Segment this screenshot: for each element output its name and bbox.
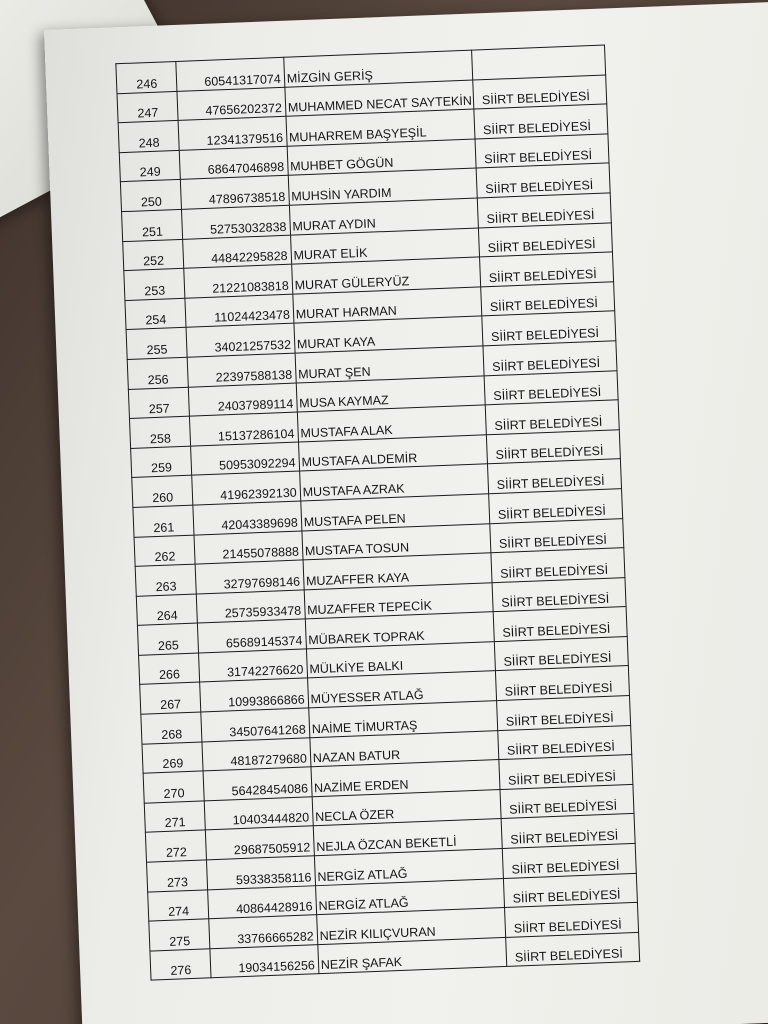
institution-cell: SİİRT BELEDİYESİ [491,548,625,583]
institution-cell: SİİRT BELEDİYESİ [486,429,620,464]
id-number-cell: 10403444820 [205,797,313,831]
id-number-cell: 34507641268 [201,708,309,742]
row-number-cell: 264 [136,594,197,626]
row-number-cell: 258 [129,416,190,448]
full-name-cell: MUHSİN YARDIM [288,168,477,205]
id-number-cell: 34021257532 [186,323,294,357]
institution-cell: SİİRT BELEDİYESİ [500,784,634,819]
full-name-cell: NERGİZ ATLAĞ [314,849,503,886]
institution-cell: SİİRT BELEDİYESİ [501,814,635,849]
id-number-cell: 33766665282 [209,915,317,949]
full-name-cell: NERGİZ ATLAĞ [315,878,504,915]
institution-cell: SİİRT BELEDİYESİ [478,222,612,257]
full-name-cell: MURAT ELİK [290,228,479,265]
institution-cell: SİİRT BELEDİYESİ [485,400,619,435]
institution-cell: SİİRT BELEDİYESİ [499,755,633,790]
institution-cell: SİİRT BELEDİYESİ [484,370,618,405]
row-number-cell: 261 [133,505,194,537]
institution-cell: SİİRT BELEDİYESİ [474,104,608,139]
id-number-cell: 68647046898 [180,146,288,180]
table-body [116,45,640,981]
row-number-cell: 262 [134,535,195,567]
id-number-cell: 12341379516 [178,116,286,150]
institution-cell: SİİRT BELEDİYESİ [489,489,623,524]
row-number-cell: 256 [127,357,188,389]
full-name-cell: MİZGİN GERİŞ [283,50,472,87]
row-number-cell: 268 [141,712,202,744]
full-name-cell: MURAT GÜLERYÜZ [291,257,480,294]
row-number-cell: 265 [137,623,198,655]
institution-cell: SİİRT BELEDİYESİ [503,873,637,908]
id-number-cell: 42043389698 [193,501,301,535]
full-name-cell: MUHBET GÖGÜN [287,139,476,176]
id-number-cell: 50953092294 [191,442,299,476]
full-name-cell: NAZİME ERDEN [311,760,500,797]
id-number-cell: 22397588138 [188,353,296,387]
id-number-cell: 47896738518 [181,176,289,210]
document-page [44,1,768,1024]
id-number-cell: 21455078888 [194,530,302,564]
row-number-cell: 254 [125,298,186,330]
row-number-cell: 259 [131,446,192,478]
full-name-cell: MURAT AYDIN [289,198,478,235]
institution-cell: SİİRT BELEDİYESİ [483,341,617,376]
id-number-cell: 32797698146 [195,560,303,594]
full-name-cell: MURAT ŞEN [295,346,484,383]
row-number-cell: 271 [144,801,205,833]
institution-cell: SİİRT BELEDİYESİ [476,163,610,198]
row-number-cell: 272 [145,830,206,862]
row-number-cell: 246 [116,61,177,93]
full-name-cell: MÜYESSER ATLAĞ [307,671,496,708]
row-number-cell: 270 [143,771,204,803]
full-name-cell: MUSTAFA ALDEMİR [298,435,487,472]
institution-cell: SİİRT BELEDİYESİ [494,636,628,671]
row-number-cell: 247 [117,91,178,123]
row-number-cell: 273 [147,860,208,892]
institution-cell: SİİRT BELEDİYESİ [490,518,624,553]
full-name-cell: MUSA KAYMAZ [296,375,485,412]
row-number-cell: 257 [128,387,189,419]
institution-cell: SİİRT BELEDİYESİ [505,903,639,938]
id-number-cell: 31742276620 [199,649,307,683]
id-number-cell: 24037989114 [189,383,297,417]
institution-cell: SİİRT BELEDİYESİ [492,577,626,612]
full-name-cell: MÜLKİYE BALKI [306,642,495,679]
full-name-cell: NAİME TİMURTAŞ [308,701,497,738]
row-number-cell: 267 [140,682,201,714]
row-number-cell: 250 [120,180,181,212]
row-number-cell: 263 [135,564,196,596]
id-number-cell: 11024423478 [185,294,293,328]
row-number-cell: 252 [123,239,184,271]
full-name-cell: NAZAN BATUR [310,730,499,767]
id-number-cell: 56428454086 [203,767,311,801]
full-name-cell: NECLA ÖZER [312,789,501,826]
institution-cell: SİİRT BELEDİYESİ [480,252,614,287]
full-name-cell: MUSTAFA TOSUN [302,523,491,560]
id-number-cell: 29687505912 [206,826,314,860]
full-name-cell: MUSTAFA ALAK [297,405,486,442]
row-number-cell: 260 [132,475,193,507]
full-name-cell: MUHARREM BAŞYEŞİL [286,109,475,146]
row-number-cell: 274 [148,889,209,921]
row-number-cell: 266 [139,653,200,685]
id-number-cell: 19034156256 [210,944,318,978]
institution-cell: SİİRT BELEDİYESİ [493,607,627,642]
row-number-cell: 275 [149,919,210,951]
full-name-cell: MUSTAFA PELEN [301,494,490,531]
id-number-cell: 60541317074 [176,57,284,91]
id-number-cell: 10993866866 [200,678,308,712]
id-number-cell: 65689145374 [198,619,306,653]
full-name-cell: NEJLA ÖZCAN BEKETLİ [313,819,502,856]
row-number-cell: 253 [124,268,185,300]
id-number-cell: 59338358116 [207,856,315,890]
id-number-cell: 40864428916 [208,885,316,919]
row-number-cell: 249 [119,150,180,182]
full-name-cell: NEZİR ŞAFAK [318,937,507,974]
personnel-table [115,44,640,981]
institution-cell: SİİRT BELEDİYESİ [482,311,616,346]
row-number-cell: 269 [142,742,203,774]
full-name-cell: MUZAFFER TEPECİK [304,582,493,619]
institution-cell: SİİRT BELEDİYESİ [498,725,632,760]
id-number-cell: 48187279680 [202,737,310,771]
institution-cell: SİİRT BELEDİYESİ [477,193,611,228]
id-number-cell: 41962392130 [192,471,300,505]
full-name-cell: MUHAMMED NECAT SAYTEKİN [285,80,474,117]
row-number-cell: 276 [150,949,211,981]
row-number-cell: 248 [118,121,179,153]
full-name-cell: NEZİR KILIÇVURAN [316,908,505,945]
institution-cell: SİİRT BELEDİYESİ [502,843,636,878]
id-number-cell: 25735933478 [197,590,305,624]
id-number-cell: 52753032838 [182,205,290,239]
institution-cell: SİİRT BELEDİYESİ [487,459,621,494]
full-name-cell: MUZAFFER KAYA [303,553,492,590]
full-name-cell: MURAT HARMAN [293,287,482,324]
full-name-cell: MURAT KAYA [294,316,483,353]
institution-cell: SİİRT BELEDİYESİ [475,134,609,169]
institution-cell: SİİRT BELEDİYESİ [497,696,631,731]
institution-cell: SİİRT BELEDİYESİ [506,932,640,967]
institution-cell: SİİRT BELEDİYESİ [495,666,629,701]
institution-cell: SİİRT BELEDİYESİ [481,282,615,317]
id-number-cell: 21221083818 [184,264,292,298]
full-name-cell: MÜBAREK TOPRAK [305,612,494,649]
id-number-cell: 44842295828 [183,235,291,269]
row-number-cell: 255 [126,328,187,360]
full-name-cell: MUSTAFA AZRAK [299,464,488,501]
institution-cell: SİİRT BELEDİYESİ [473,75,607,110]
id-number-cell: 47656202372 [177,87,285,121]
id-number-cell: 15137286104 [190,412,298,446]
row-number-cell: 251 [122,209,183,241]
